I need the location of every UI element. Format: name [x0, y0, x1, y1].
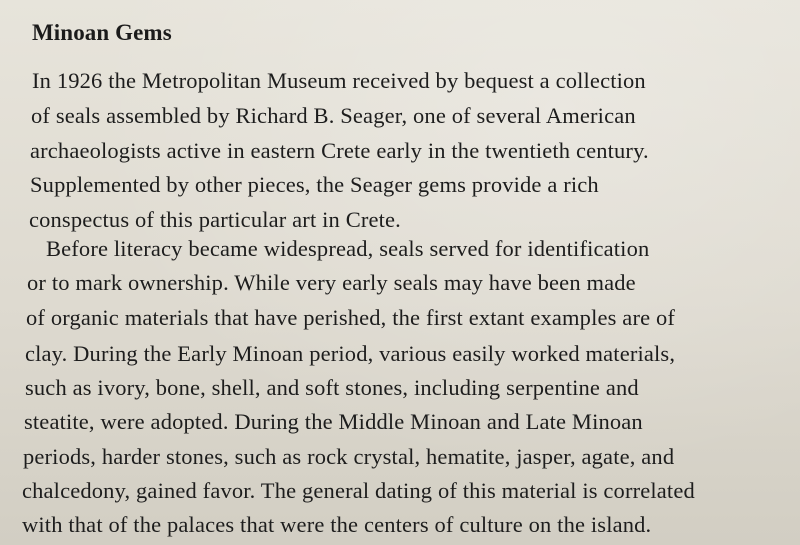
text-line: steatite, were adopted. During the Middle Minoan and Late Minoan: [24, 409, 643, 434]
text-line: chalcedony, gained favor. The general dating of this material is correlated: [22, 478, 695, 503]
text-line: conspectus of this particular art in Crete.: [29, 207, 401, 232]
text-line: of seals assembled by Richard B. Seager, one of several American: [31, 103, 636, 128]
text-line: Before literacy became widespread, seals served for identification: [46, 236, 650, 261]
label-heading: Minoan Gems: [32, 20, 172, 45]
text-line: archaeologists active in eastern Crete early in the twentieth century.: [30, 138, 649, 163]
text-line: Supplemented by other pieces, the Seager gems provide a rich: [30, 172, 599, 197]
text-line: clay. During the Early Minoan period, various easily worked materials,: [25, 341, 676, 366]
text-line: with that of the palaces that were the centers of culture on the island.: [22, 512, 652, 537]
text-line: of organic materials that have perished, the first extant examples are of: [26, 305, 676, 330]
text-line: In 1926 the Metropolitan Museum received by bequest a collection: [32, 68, 646, 93]
text-line: periods, harder stones, such as rock crystal, hematite, jasper, agate, and: [23, 444, 675, 469]
text-line: such as ivory, bone, shell, and soft stones, including serpentine and: [25, 375, 639, 400]
text-line: or to mark ownership. While very early seals may have been made: [27, 270, 636, 295]
